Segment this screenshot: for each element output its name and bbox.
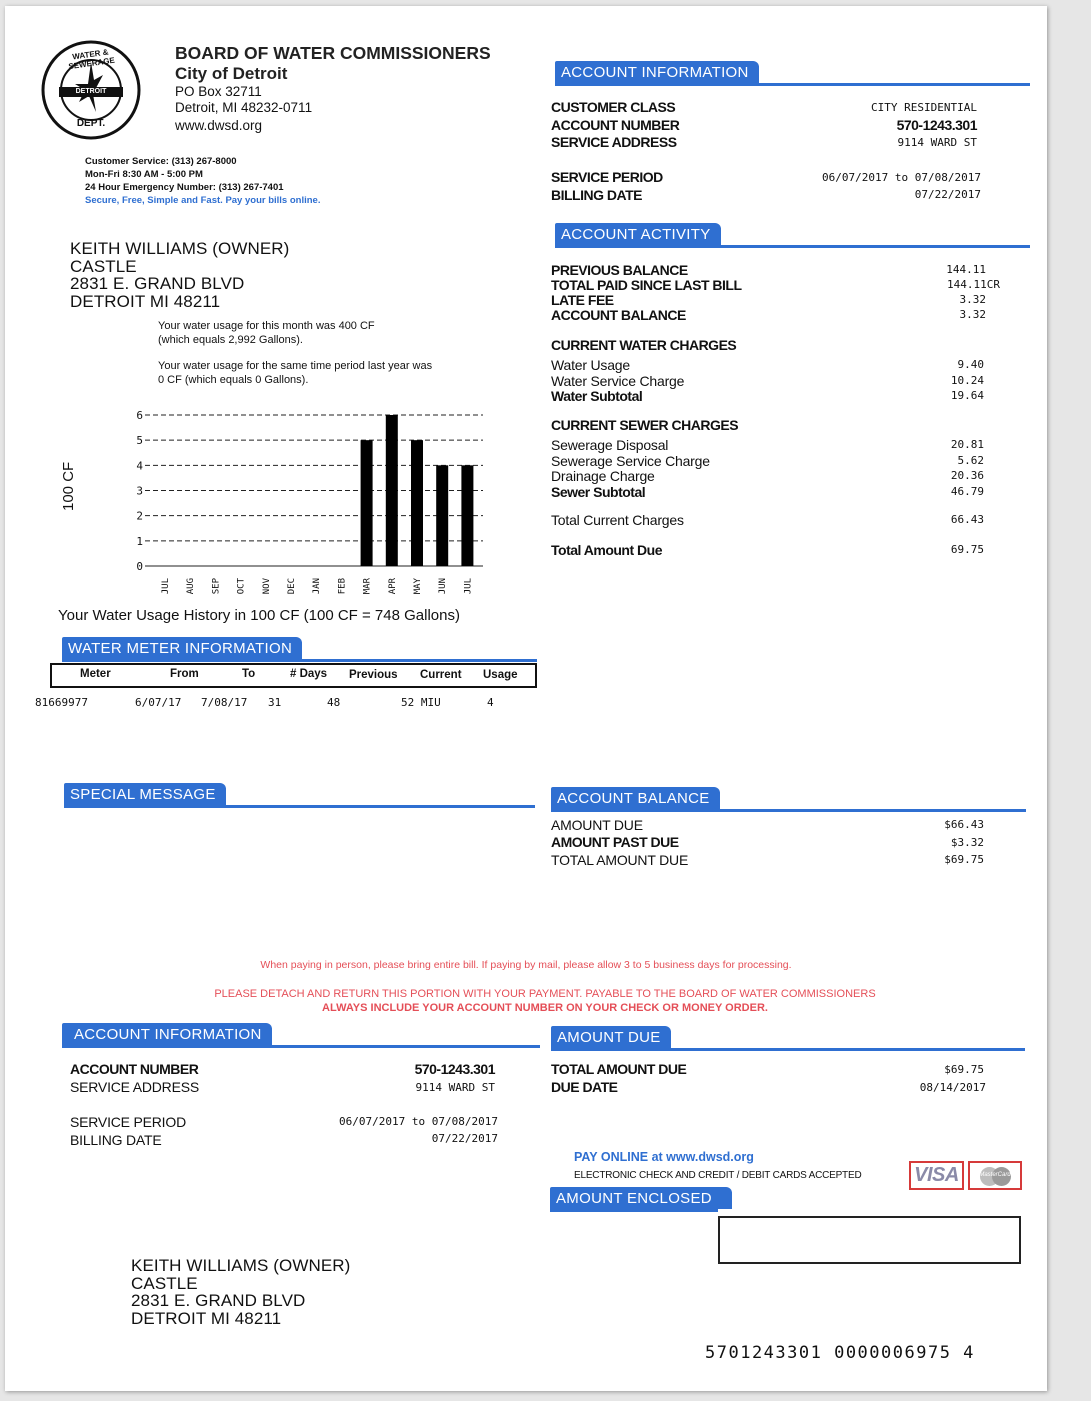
chart-y-tick-label: 6 [136,409,143,422]
meter-col-current: Current [420,669,462,681]
chart-ylabel: 100 CF [60,461,77,511]
chart-y-tick-label: 4 [136,459,143,473]
meter-table-header [50,663,537,688]
tagline: Secure, Free, Simple and Fast. Pay your bills online. [85,195,321,206]
city-state-zip: Detroit, MI 48232-0711 [175,100,313,115]
remit-city: DETROIT MI 48211 [131,1308,282,1328]
stub-total-due-label: TOTAL AMOUNT DUE [551,1061,687,1077]
meter-row [5,696,545,712]
total-amount-due-value: $69.75 [944,853,984,866]
customer-name: KEITH WILLIAMS (OWNER) [70,239,290,258]
mastercard-text: MasterCard [979,1172,1011,1178]
chart-x-tick-label: JUN [438,578,449,595]
activity-row: LATE FEE 3.32 [551,292,986,308]
water-row: Water Usage 9.40 [551,357,984,373]
total-amount-due-label: TOTAL AMOUNT DUE [551,852,689,868]
meter-cell-current: 52 MIU [401,696,441,709]
stub-service-address-label: SERVICE ADDRESS [70,1079,200,1095]
chart-x-tick-label: JAN [312,578,323,595]
account-activity-title: ACCOUNT ACTIVITY [555,223,721,245]
stub-amount-due-title: AMOUNT DUE [551,1026,671,1048]
sewer-row: Sewerage Service Charge 5.62 [551,452,984,469]
meter-col-to: To [242,668,256,680]
activity-row: TOTAL PAID SINCE LAST BILL 144.11CR [551,277,1000,293]
po-box: PO Box 32711 [175,84,262,99]
sewer-charges-title: CURRENT SEWER CHARGES [551,417,739,433]
meter-cell-previous: 48 [327,696,341,709]
special-message-header [64,783,535,805]
meter-col-meter: Meter [80,668,111,680]
customer-city: DETROIT MI 48211 [70,291,221,311]
stub-billing-date: 07/22/2017 [431,1132,498,1145]
detach-notice: PLEASE DETACH AND RETURN THIS PORTION WITH YOUR PAYMENT. PAYABLE TO THE BOARD OF WATER COMMISSIONERS [214,988,876,1000]
amount-enclosed-title: AMOUNT ENCLOSED [550,1187,732,1209]
usage-this-month: Your water usage for this month was 400 CF (which equals 2,992 Gallons). [158,320,375,346]
meter-cell-meter: 81669977 [35,696,88,709]
stub-service-period-label: SERVICE PERIOD [70,1114,186,1130]
account-number-notice: ALWAYS INCLUDE YOUR ACCOUNT NUMBER ON YOUR CHECK OR MONEY ORDER. [322,1002,768,1014]
customer-class-value: CITY RESIDENTIAL [871,101,977,114]
cards-accepted: ELECTRONIC CHECK AND CREDIT / DEBIT CARDS ACCEPTED [574,1170,862,1181]
total-due-value: 69.75 [950,543,984,556]
chart-x-tick-label: NOV [261,578,272,595]
chart-x-tick-label: MAY [413,578,423,595]
sewer-charges [551,437,986,499]
stub-account-number-label: ACCOUNT NUMBER [70,1061,199,1077]
amount-past-due-value: $3.32 [950,836,984,849]
billing-date-label: BILLING DATE [551,187,642,203]
mastercard-logo [968,1161,1022,1190]
dwsd-logo [41,40,141,140]
customer-line-2: CASTLE [70,256,137,276]
amount-past-due-label: AMOUNT PAST DUE [551,834,679,850]
stub-account-header [62,1023,540,1045]
remit-address [131,1257,350,1327]
chart-title: Your Water Usage History in 100 CF (100 CF = 748 Gallons) [58,607,460,624]
customer-class-label: CUSTOMER CLASS [551,99,676,115]
city-name: City of Detroit [175,64,288,83]
amount-enclosed-box[interactable] [718,1216,1021,1264]
meter-header-title: WATER METER INFORMATION [62,637,302,659]
chart-x-tick-label: DEC [287,578,297,595]
org-name: BOARD OF WATER COMMISSIONERS [175,43,491,63]
chart-y-tick-label: 1 [136,534,143,548]
pay-online[interactable]: PAY ONLINE at www.dwsd.org [574,1150,754,1164]
stub-service-address: 9114 WARD ST [415,1081,495,1094]
chart-x-tick-label: JUL [463,578,474,595]
chart-y-tick-label: 2 [136,509,143,523]
meter-cell-days: 31 [268,696,282,709]
chart-bar [411,440,423,566]
account-balance-header [551,787,1026,809]
service-address-label: SERVICE ADDRESS [551,134,677,150]
in-person-notice: When paying in person, please bring entire bill. If paying by mail, please allow 3 to 5 business days for processing. [260,959,792,971]
water-charges [551,357,986,404]
stub-billing-date-label: BILLING DATE [70,1132,162,1148]
total-current-value: 66.43 [950,513,984,526]
ocr-scanline: 5701243301 0000006975 4 [705,1343,975,1363]
service-address-value: 9114 WARD ST [897,136,977,149]
service-period-label: SERVICE PERIOD [551,169,663,185]
bill-page [5,6,1047,1391]
chart-x-tick-label: JUL [161,578,171,595]
usage-chart [105,401,495,601]
activity-rows [551,262,1000,323]
chart-bar [436,465,448,566]
stub-account-number: 570-1243.301 [414,1061,495,1077]
amount-due-label: AMOUNT DUE [551,817,643,833]
chart-x-tick-label: AUG [186,578,197,595]
meter-header [62,637,537,659]
amount-due-value: $66.43 [944,818,984,831]
chart-x-tick-label: MAR [362,578,373,595]
total-due-label: Total Amount Due [551,542,662,558]
meter-cell-to: 7/08/17 [201,696,248,709]
stub-due-date: 08/14/2017 [919,1081,986,1094]
chart-x-tick-label: FEB [337,578,348,595]
stub-account-title: ACCOUNT INFORMATION [62,1023,272,1045]
hours: Mon-Fri 8:30 AM - 5:00 PM [85,169,203,180]
meter-col-from: From [170,668,199,680]
amount-enclosed-header [550,1187,718,1209]
account-balance-title: ACCOUNT BALANCE [551,787,720,809]
chart-x-tick-label: SEP [211,578,222,595]
meter-col-days: # Days [290,668,328,680]
meter-col-previous: Previous [349,669,398,681]
stub-due-date-label: DUE DATE [551,1079,618,1095]
chart-y-tick-label: 3 [136,484,143,498]
customer-street: 2831 E. GRAND BLVD [70,274,245,293]
billing-date-value: 07/22/2017 [914,188,981,201]
visa-logo [909,1161,964,1190]
sewer-row: Sewerage Disposal 20.81 [551,437,984,453]
visa-text: VISA [914,1164,959,1186]
meter-cell-from: 6/07/17 [135,696,182,709]
special-message-title: SPECIAL MESSAGE [64,783,226,805]
chart-y-tick-label: 0 [136,560,143,573]
logo-text-top: WATER & SEWERAGE [67,47,116,72]
stub-service-period: 06/07/2017 to 07/08/2017 [339,1115,498,1128]
logo-text-bottom: DEPT. [76,118,106,129]
stub-total-due: $69.75 [944,1063,984,1076]
water-charges-title: CURRENT WATER CHARGES [551,337,737,353]
chart-bar [386,415,398,566]
service-period-value: 06/07/2017 to 07/08/2017 [822,171,981,184]
chart-bar [361,440,373,566]
remit-line-2: CASTLE [131,1273,198,1293]
customer-address [70,240,289,310]
meter-cell-usage: 4 [487,696,494,709]
sewer-row: Drainage Charge 20.36 [551,468,984,484]
account-number-value: 570-1243.301 [896,117,977,133]
remit-street: 2831 E. GRAND BLVD [131,1291,306,1310]
water-row: Water Service Charge 10.24 [551,372,984,389]
logo-text-mid: DETROIT [75,88,107,95]
customer-service: Customer Service: (313) 267-8000 [85,156,237,167]
chart-x-tick-label: OCT [236,578,247,595]
emergency-number: 24 Hour Emergency Number: (313) 267-7401 [85,182,284,193]
stub-amount-due-header [551,1026,1025,1048]
account-number-label: ACCOUNT NUMBER [551,117,680,133]
activity-row: ACCOUNT BALANCE 3.32 [551,307,986,323]
website[interactable]: www.dwsd.org [175,118,263,133]
account-activity-header [555,223,1030,245]
remit-name: KEITH WILLIAMS (OWNER) [131,1256,351,1275]
total-current-label: Total Current Charges [551,512,684,528]
sewer-row: Sewer Subtotal 46.79 [551,483,984,500]
chart-bar [461,465,473,566]
chart-y-tick-label: 5 [136,434,143,448]
activity-row: PREVIOUS BALANCE 144.11 [551,262,986,278]
account-info-title: ACCOUNT INFORMATION [555,61,759,83]
usage-last-year: Your water usage for the same time period last year was 0 CF (which equals 0 Gallons). [158,360,433,386]
meter-col-usage: Usage [483,669,518,681]
chart-x-tick-label: APR [387,578,398,595]
account-info-header [555,61,1030,83]
water-row: Water Subtotal 19.64 [551,388,984,404]
